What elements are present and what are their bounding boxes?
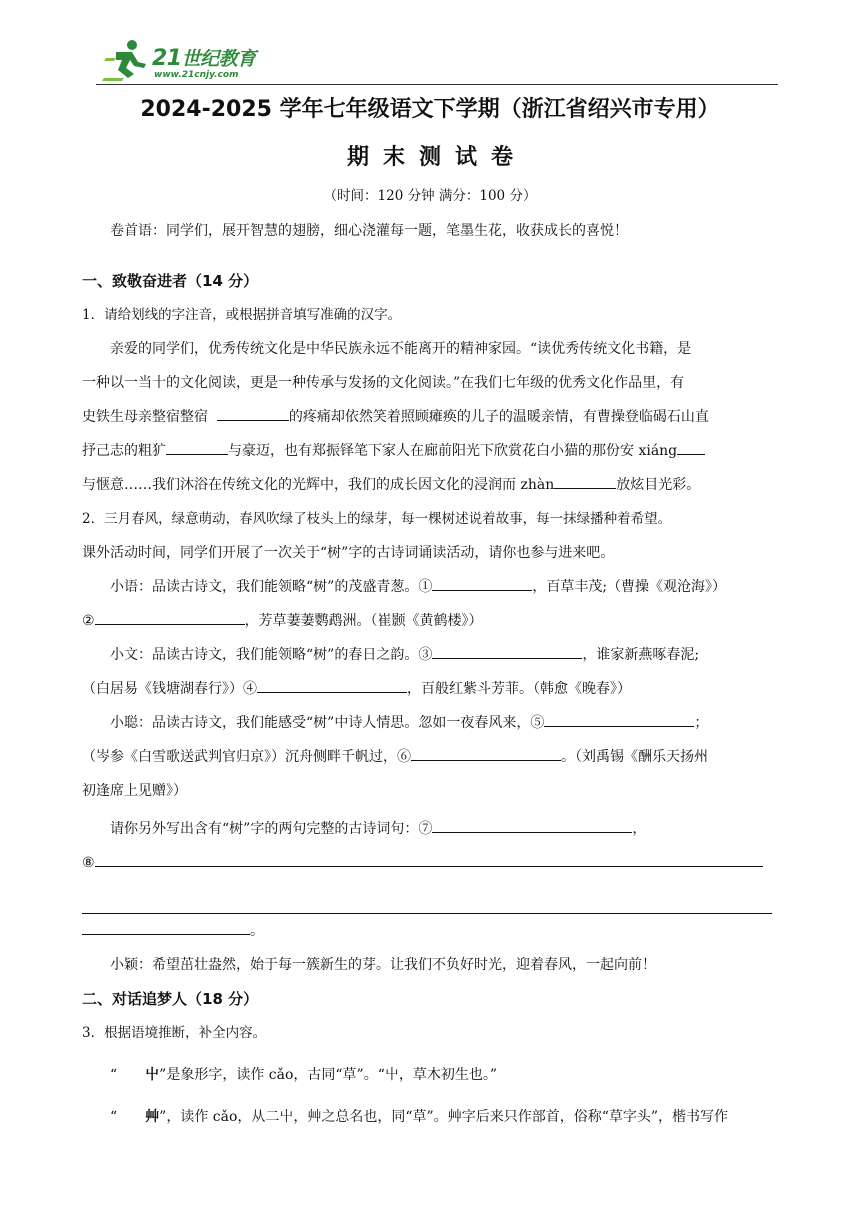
q3-glyph-1: 屮 bbox=[145, 1067, 160, 1083]
logo-brand-text bbox=[152, 44, 256, 71]
q1-line-4a: 抒己志的粗犷 bbox=[82, 443, 166, 459]
q1-blank-2[interactable] bbox=[166, 436, 228, 455]
q2-xiaoyu-a: 小语：品读古诗文，我们能领略“树”的茂盛青葱。① bbox=[110, 579, 433, 595]
q2-prompt-1: 2．三月春风，绿意萌动，春风吹绿了枝头上的绿芽，每一棵树述说着故事，每一抹绿播种着希望。 bbox=[82, 511, 672, 527]
q2-blank-4[interactable] bbox=[257, 674, 407, 693]
site-logo bbox=[100, 36, 270, 86]
q2-blank-6[interactable] bbox=[411, 742, 561, 761]
q1-line-1: 亲爱的同学们，优秀传统文化是中华民族永远不能离开的精神家园。“读优秀传统文化书籍，是 bbox=[110, 341, 692, 357]
runner-logo-icon bbox=[102, 38, 150, 82]
q2-blank-8[interactable] bbox=[95, 848, 763, 867]
q2-task-line-2 bbox=[82, 846, 772, 880]
q3-line-1-text: ”是象形字，读作 cǎo，古同“草”。“屮，草木初生也。” bbox=[159, 1067, 498, 1083]
q3-line-2: “ 艸”，读作 cǎo，从二屮，艸之总名也，同“草”。艸字后来只作部首，俗称“草字头”，楷书写作 bbox=[82, 1100, 772, 1134]
q2-task-end: 。 bbox=[250, 923, 264, 939]
q2-task-a: 请你另外写出含有“树”字的两句完整的古诗词句：⑦ bbox=[110, 821, 433, 837]
q1-line-5 bbox=[82, 468, 772, 502]
q2-task-b: ， bbox=[632, 821, 647, 837]
q1-line-2: 一种以一当十的文化阅读，更是一种传承与发扬的文化阅读。”在我们七年级的优秀文化作品里，有 bbox=[82, 375, 685, 391]
q2-xiaoyu-line-2 bbox=[82, 604, 772, 638]
q3-line-2-text: ”，读作 cǎo，从二屮，艸之总名也，同“草”。艸字后来只作部首，俗称“草字头”，楷书写作 bbox=[159, 1109, 729, 1125]
q3-prompt: 3．根据语境推断，补全内容。 bbox=[82, 1025, 267, 1041]
q2-xiaoyu-d: ，芳草萋萋鹦鹉洲。（崔颢《黄鹤楼》） bbox=[244, 613, 483, 629]
q2-blank-3[interactable] bbox=[432, 640, 582, 659]
q1-blank-1[interactable] bbox=[217, 402, 289, 421]
q1-line-5b: 放炫目光彩。 bbox=[616, 477, 701, 493]
section-1-heading: 一、致敬奋进者（14 分） bbox=[82, 272, 259, 290]
q2-task-c: ⑧ bbox=[82, 855, 95, 871]
q1-line-4b: 与豪迈，也有郑振铎笔下家人在廊前阳光下欣赏花白小猫的那份安 xiáng bbox=[228, 443, 678, 459]
q2-xiaoyu-c: ② bbox=[82, 613, 95, 629]
q2-xiaocong-c: （岑参《白雪歌送武判官归京》）沉舟侧畔千帆过，⑥ bbox=[82, 749, 411, 765]
q2-xiaoyu-b: ，百草丰茂;（曹操《观沧海》） bbox=[532, 579, 727, 595]
q2-xiaowen-line-2 bbox=[82, 672, 772, 706]
q1-line-4 bbox=[82, 434, 772, 468]
q2-xiaowen-c: （白居易《钱塘湖春行》）④ bbox=[82, 681, 257, 697]
q2-xiaocong-line-2 bbox=[82, 740, 772, 774]
q1-line-3a: 史铁生母亲整宿整宿 bbox=[82, 409, 208, 425]
logo-number: 21 bbox=[152, 46, 182, 71]
exam-title: 2024-2025 学年七年级语文下学期（浙江省绍兴市专用） bbox=[140, 97, 720, 122]
q2-xiaowen-d: ，百般红紫斗芳菲。（韩愈《晚春》） bbox=[407, 681, 631, 697]
q2-blank-1[interactable] bbox=[432, 572, 532, 591]
q2-blank-9[interactable] bbox=[82, 916, 250, 935]
q1-line-5a: 与惬意……我们沐浴在传统文化的光辉中，我们的成长因文化的浸润而 zhàn bbox=[82, 477, 555, 493]
logo-site: www.21cnjy.com bbox=[154, 70, 239, 80]
q1-line-3 bbox=[82, 400, 772, 434]
q2-task-line-4 bbox=[82, 914, 772, 948]
q2-task-line-1 bbox=[82, 812, 772, 846]
q2-xiaowen-line-1 bbox=[82, 638, 772, 672]
logo-cn: 世纪教育 bbox=[181, 48, 256, 70]
q1-prompt: 1．请给划线的字注音，或根据拼音填写准确的汉字。 bbox=[82, 307, 402, 323]
q2-xiaoyu-line-1 bbox=[82, 570, 772, 604]
q3-glyph-2: 艸 bbox=[145, 1109, 160, 1125]
q2-xiaocong-d: 。（刘禹锡《酬乐天扬州 bbox=[561, 749, 708, 765]
exam-timing: （时间：120 分钟 满分：100 分） bbox=[323, 188, 537, 204]
q2-answer-line[interactable] bbox=[82, 880, 772, 914]
q1-blank-3[interactable] bbox=[677, 436, 705, 455]
q2-xiaowen-b: ，谁家新燕啄春泥; bbox=[582, 647, 700, 663]
q1-line-3b: 的疼痛却依然笑着照顾瘫痪的儿子的温暖亲情，有曹操登临碣石山直 bbox=[288, 409, 709, 425]
header-rule bbox=[96, 84, 778, 85]
q1-blank-4[interactable] bbox=[554, 470, 616, 489]
preface: 卷首语：同学们，展开智慧的翅膀，细心浇灌每一题，笔墨生花，收获成长的喜悦！ bbox=[110, 223, 628, 239]
q2-xiaowen-a: 小文：品读古诗文，我们能领略“树”的春日之韵。③ bbox=[110, 647, 433, 663]
q2-blank-7[interactable] bbox=[432, 814, 632, 833]
q2-blank-2[interactable] bbox=[95, 606, 245, 625]
q2-prompt-2: 课外活动时间，同学们开展了一次关于“树”字的古诗词诵读活动，请你也参与进来吧。 bbox=[82, 545, 615, 561]
q2-xiaocong-line-3: 初逢席上见赠》） bbox=[82, 783, 187, 799]
q2-xiaocong-a: 小聪：品读古诗文，我们能感受“树”中诗人情思。忽如一夜春风来，⑤ bbox=[110, 715, 545, 731]
section-2-heading: 二、对话追梦人（18 分） bbox=[82, 990, 259, 1008]
q2-xiaocong-b: ； bbox=[694, 715, 709, 731]
exam-body bbox=[82, 214, 772, 1134]
exam-subtitle: 期末测试卷 bbox=[346, 145, 527, 170]
q3-line-1: “ 屮”是象形字，读作 cǎo，古同“草”。“屮，草木初生也。” bbox=[82, 1058, 772, 1092]
q2-xiaocong-line-1 bbox=[82, 706, 772, 740]
q2-blank-5[interactable] bbox=[544, 708, 694, 727]
q2-xiaoying: 小颖：希望茁壮盎然，始于每一簇新生的芽。让我们不负好时光，迎着春风，一起向前！ bbox=[110, 957, 656, 973]
